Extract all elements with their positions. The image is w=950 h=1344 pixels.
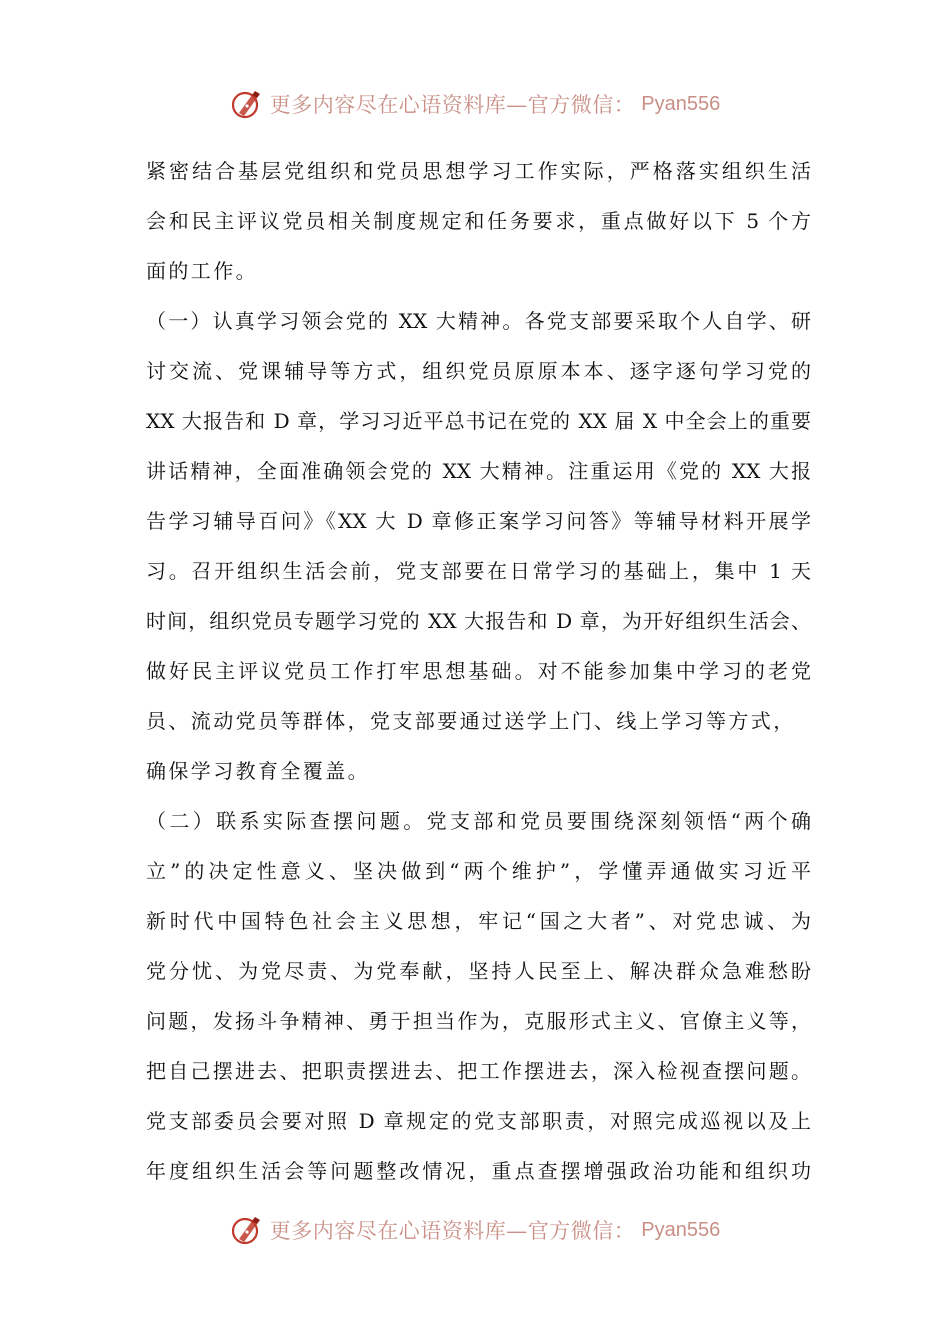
text-line: 做好民主评议党员工作打牢思想基础。对不能参加集中学习的老党 <box>146 659 811 683</box>
text-line: 立”的决定性意义、坚决做到“两个维护”，学懂弄通做实习近平 <box>146 859 811 883</box>
text-line: 党支部委员会要对照 D 章规定的党支部职责，对照完成巡视以及上 <box>146 1109 811 1133</box>
text-line: 新时代中国特色社会主义思想，牢记“国之大者”、对党忠诚、为 <box>146 909 811 933</box>
text-line: 问题，发扬斗争精神、勇于担当作为，克服形式主义、官僚主义等， <box>146 1009 811 1033</box>
text-line: 紧密结合基层党组织和党员思想学习工作实际，严格落实组织生活 <box>146 159 811 183</box>
watermark-text: 更多内容尽在心语资料库—官方微信： <box>269 93 636 117</box>
text-line: （二）联系实际查摆问题。党支部和党员要围绕深刻领悟“两个确 <box>146 809 811 833</box>
text-line: 员、流动党员等群体，党支部要通过送学上门、线上学习等方式， <box>146 709 796 733</box>
text-line: 讲话精神，全面准确领会党的 XX 大精神。注重运用《党的 XX 大报 <box>146 459 811 483</box>
text-line: 时间，组织党员专题学习党的 XX 大报告和 D 章，为开好组织生活会、 <box>146 609 811 633</box>
text-line: （一）认真学习领会党的 XX 大精神。各党支部要采取个人自学、研 <box>146 309 811 333</box>
pen-nib-logo-icon <box>230 1213 264 1247</box>
text-line: 面的工作。 <box>146 259 258 283</box>
text-line: 会和民主评议党员相关制度规定和任务要求，重点做好以下 5 个方 <box>146 209 811 233</box>
text-line: 习。召开组织生活会前，党支部要在日常学习的基础上，集中 1 天 <box>146 559 811 583</box>
text-line: 把自己摆进去、把职责摆进去、把工作摆进去，深入检视查摆问题。 <box>146 1059 811 1083</box>
text-line: 讨交流、党课辅导等方式，组织党员原原本本、逐字逐句学习党的 <box>146 359 811 383</box>
text-line: 年度组织生活会等问题整改情况，重点查摆增强政治功能和组织功 <box>146 1159 811 1183</box>
text-line: 确保学习教育全覆盖。 <box>146 759 370 783</box>
watermark-wechat-id: Pyan556 <box>641 92 721 115</box>
document-body <box>146 146 811 1196</box>
header-watermark <box>0 82 950 126</box>
footer-watermark <box>0 1208 950 1252</box>
text-line: 告学习辅导百问》《XX 大 D 章修正案学习问答》等辅导材料开展学 <box>146 509 811 533</box>
pen-nib-logo-icon <box>230 87 264 121</box>
text-line: 党分忧、为党尽责、为党奉献，坚持人民至上、解决群众急难愁盼 <box>146 959 811 983</box>
text-line: XX 大报告和 D 章，学习习近平总书记在党的 XX 届 X 中全会上的重要 <box>146 409 811 433</box>
watermark-text: 更多内容尽在心语资料库—官方微信： <box>269 1219 636 1243</box>
watermark-wechat-id: Pyan556 <box>641 1218 721 1241</box>
